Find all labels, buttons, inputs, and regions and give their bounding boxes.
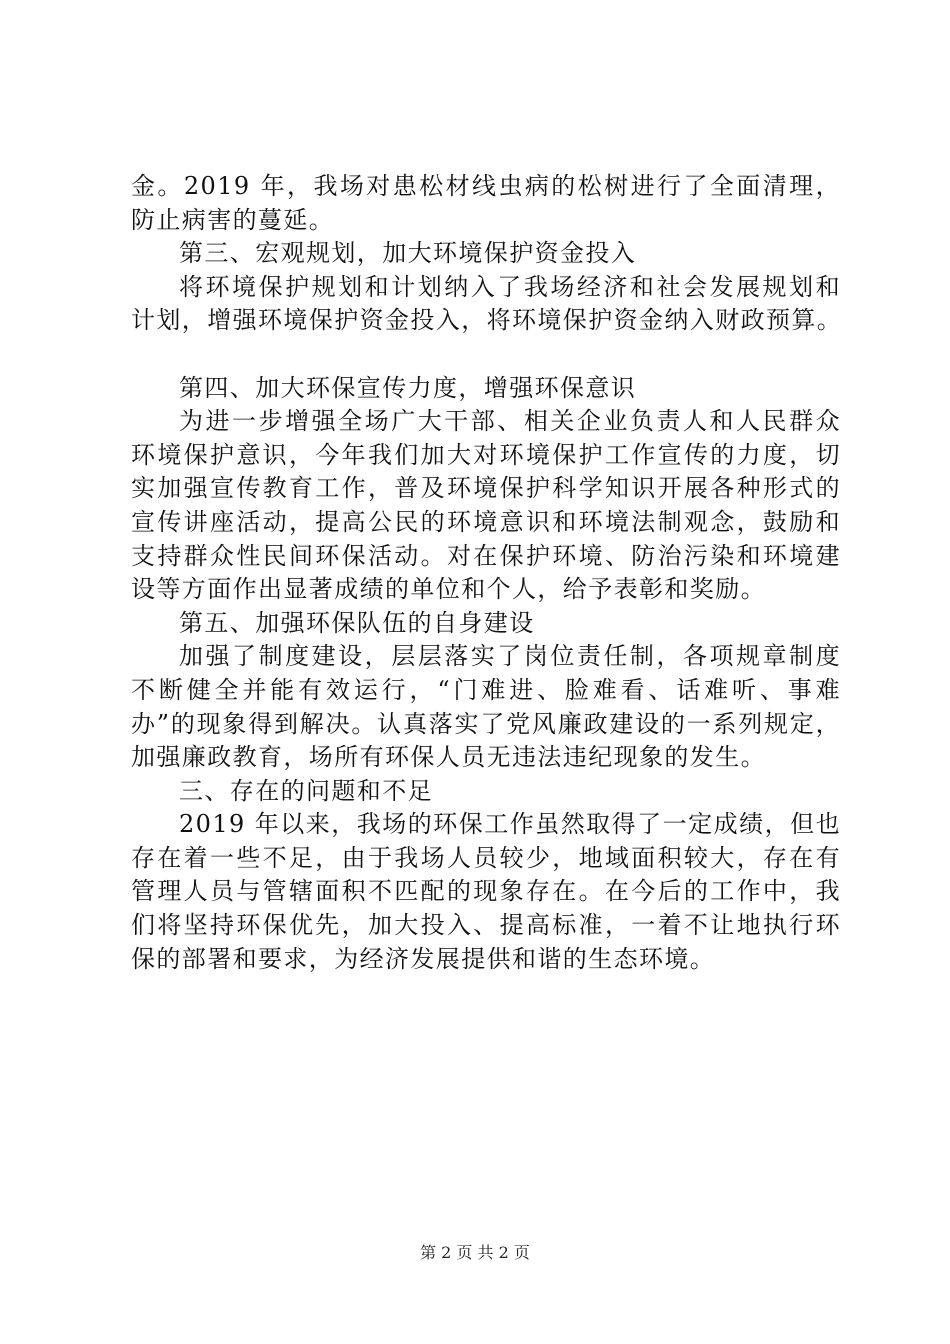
text-line: 金。2019 年，我场对患松材线虫病的松树进行了全面清理， <box>131 172 841 200</box>
text-line: 2019 年以来，我场的环保工作虽然取得了一定成绩，但也 <box>179 810 841 839</box>
text-line: 办”的现象得到解决。认真落实了党风廉政建设的一系列规定， <box>131 709 841 738</box>
text-line: 加强了制度建设，层层落实了岗位责任制，各项规章制度 <box>179 642 841 671</box>
text-line: 存在着一些不足，由于我场人员较少，地域面积较大，存在有 <box>131 843 841 872</box>
page-footer <box>0 1243 950 1263</box>
text-line: 为进一步增强全场广大干部、相关企业负责人和人民群众 <box>179 407 841 436</box>
text-line: 们将坚持环保优先，加大投入、提高标准，一着不让地执行环 <box>131 911 841 940</box>
text-line: 不断健全并能有效运行，“门难进、脸难看、话难听、事难 <box>131 675 841 704</box>
text-line: 将环境保护规划和计划纳入了我场经济和社会发展规划和 <box>179 272 841 301</box>
text-line: 保的部署和要求，为经济发展提供和谐的生态环境。 <box>131 944 716 973</box>
text-line: 计划，增强环境保护资金投入，将环境保护资金纳入财政预算。 <box>131 306 843 335</box>
text-line: 加强廉政教育，场所有环保人员无违法违纪现象的发生。 <box>131 743 766 772</box>
text-line: 支持群众性民间环保活动。对在保护环境、防治污染和环境建 <box>131 541 841 570</box>
text-line: 管理人员与管辖面积不匹配的现象存在。在今后的工作中，我 <box>131 877 841 906</box>
section-heading: 三、存在的问题和不足 <box>179 776 433 805</box>
blank-line <box>131 338 841 372</box>
text-line: 防止病害的蔓延。 <box>131 205 335 234</box>
text-line: 设等方面作出显著成绩的单位和个人，给予表彰和奖励。 <box>131 575 766 604</box>
document-body <box>131 170 841 976</box>
section-heading: 第五、加强环保队伍的自身建设 <box>179 608 535 637</box>
text-line: 宣传讲座活动，提高公民的环境意识和环境法制观念，鼓励和 <box>131 507 841 536</box>
section-heading: 第三、宏观规划，加大环境保护资金投入 <box>179 239 637 268</box>
text-line: 环境保护意识，今年我们加大对环境保护工作宣传的力度，切 <box>131 440 841 469</box>
text-line: 实加强宣传教育工作，普及环境保护科学知识开展各种形式的 <box>131 474 841 503</box>
section-heading: 第四、加大环保宣传力度，增强环保意识 <box>179 373 637 402</box>
page-number-label: 第 2 页 共 2 页 <box>420 1243 530 1262</box>
